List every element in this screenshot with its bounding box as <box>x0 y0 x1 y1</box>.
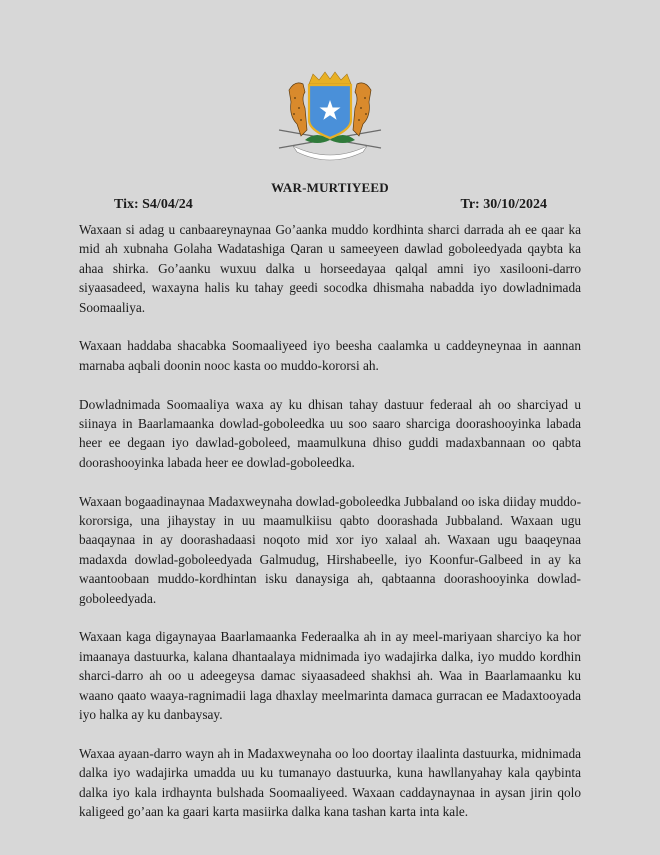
paragraph: Waxaan bogaadinaynaa Madaxweynaha dowlad-goboleedka Jubbaland oo iska diiday muddo-kororsiga, una jihaystay in uu maamulkiisu qabto doorashada Jubbaland. Waxaan ugu baaqaynaa in ay doorashadaasi noqoto mid xor iyo xalaal ah. Waxaan ugu baaqeynaa madaxda dowlad-goboleedyada Galmudug, Hirshabeelle, iyo Koonfur-Galbeed in ay ka waantoobaan muddo-kordhintan isku danaysiga ah, qabtaanna doorashooyinka dowlad-goboleedyada. <box>79 493 581 606</box>
paragraph: Waxaan haddaba shacabka Soomaaliyeed iyo beesha caalamka u caddeyneynaa in aannan marnaba aqbali doonin nooc kasta oo muddo-kororsi ah. <box>79 338 581 373</box>
reference-number: Tix: S4/04/24 <box>114 197 193 212</box>
paragraph: Waxaan si adag u canbaareynaynaa Go’aanka muddo kordhinta sharci darrada ah ee qaar ka mid ah xubnaha Golaha Wadatashiga Qaran u sameeyeen dawlad goboleedyada qaybta ka ahaa shirka. Go’aanku wuxuu dalka u horseedayaa qalqal amni iyo xasilooni-darro siyaasadeed, waxayna halis ku tahay geedi socodka dhismaha nabadda iyo dowladnimada Soomaaliya. <box>79 222 581 315</box>
reference-line <box>114 197 547 213</box>
document-title: WAR-MURTIYEED <box>271 180 389 195</box>
paragraph: Waxaan kaga digaynayaa Baarlamaanka Federaalka ah in ay meel-mariyaan sharciyo ka hor imaanaya dastuurka, kalana dhantaalaya midnimada iyo wadajirka dalka, iyo muddo kordhin sharci-darro ah oo u adeegeysa damac siyaasadeed shakhsi ah. Waa in Baarlamaanku ku waano qaato waaya-ragnimadii laga dhaxlay meelmarinta damaca gurracan ee Madaxtooyada iyo halka ay ku danbaysay. <box>79 629 581 723</box>
coat-of-arms-emblem <box>275 68 385 164</box>
statement-body <box>79 220 581 841</box>
document-date: Tr: 30/10/2024 <box>460 197 547 212</box>
paragraph: Waxaa ayaan-darro wayn ah in Madaxweynaha oo loo doortay ilaalinta dastuurka, midnimada dalka iyo wadajirka umadda uu ku tumanayo dastuurka, kuna hawllanyahay kala qaybinta dalka iyo kala irdhaynta bulshada Soomaaliyeed. Waxaan caddaynaynaa in aysan jirin qolo kaligeed go’aan ka gaari karta masiirka dalka kana tashan karta inta kale. <box>79 745 581 820</box>
paragraph: Dowladnimada Soomaaliya waxa ay ku dhisan tahay dastuur federaal ah oo sharciyad u siinaya in Baarlamaanka dowlad-goboleedka uu soo saaro sharciga doorashooyinka labada heer ee degaan iyo dawlad-goboleed, maamulkuna dhiso guddi madaxbannaan oo qabta doorashooyinka labada heer ee dowlad-goboleedka. <box>79 396 581 470</box>
